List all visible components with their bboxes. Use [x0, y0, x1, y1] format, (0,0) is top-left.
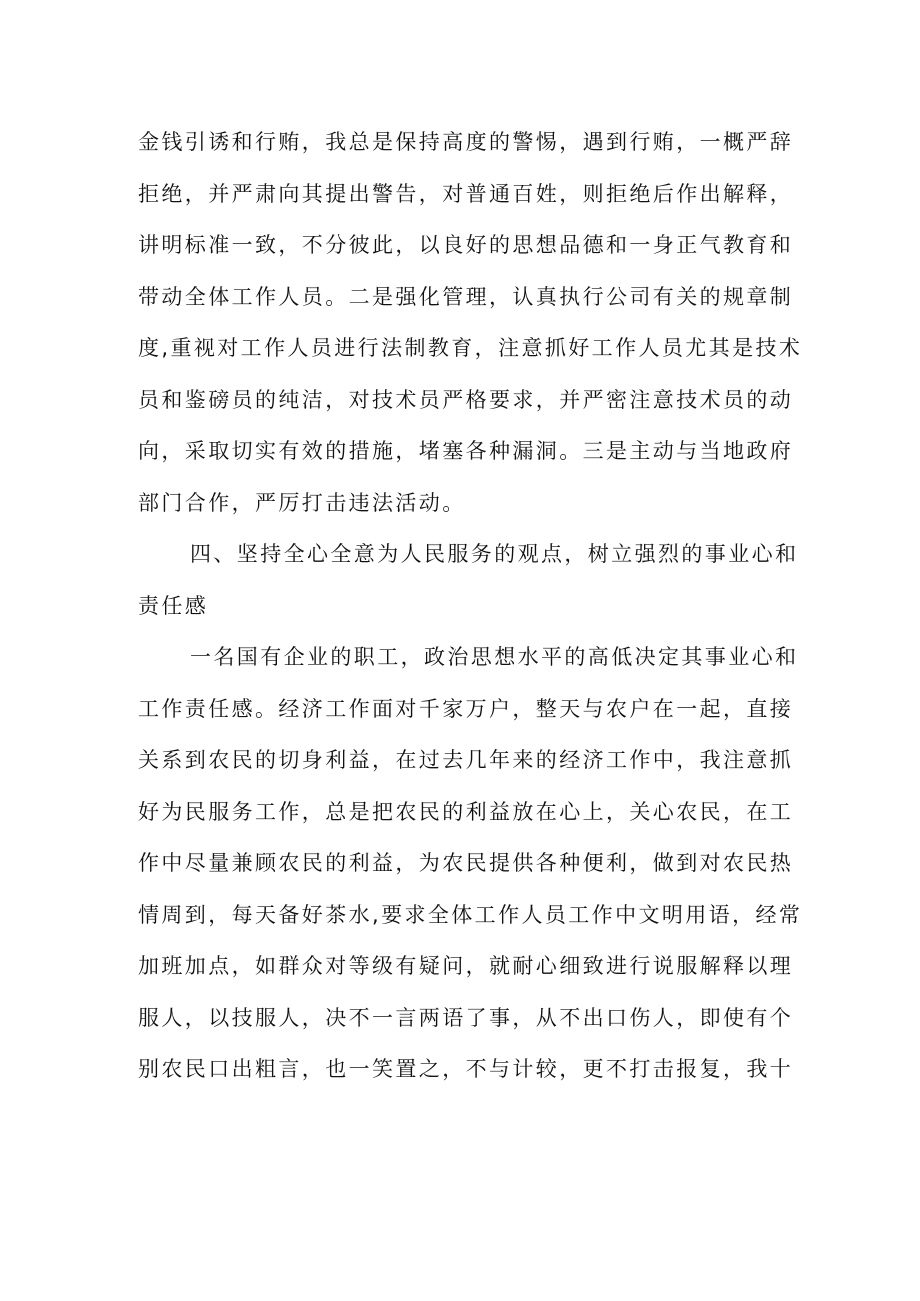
text-line: 好为民服务工作，总是把农民的利益放在心上，关心农民，在工: [138, 799, 794, 824]
paragraph-start: 一名国有企业的职工，政治思想水平的高低决定其事业心和: [190, 645, 799, 669]
section-heading-continuation: 责任感: [138, 593, 209, 618]
text-line: 加班加点，如群众对等级有疑问，就耐心细致进行说服解释以理: [138, 954, 794, 978]
text-line: 工作责任感。经济工作面对千家万户，整天与农户在一起，直接: [138, 696, 794, 721]
text-line: 拒绝，并严肃向其提出警告，对普通百姓，则拒绝后作出解释，: [138, 181, 794, 206]
text-line: 情周到，每天备好茶水,要求全体工作人员工作中文明用语，经常: [138, 902, 803, 927]
text-line: 度,重视对工作人员进行法制教育，注意抓好工作人员尤其是技术: [138, 336, 803, 360]
text-line: 作中尽量兼顾农民的利益，为农民提供各种便利，做到对农民热: [138, 851, 794, 875]
text-line: 带动全体工作人员。二是强化管理，认真执行公司有关的规章制: [138, 284, 794, 309]
text-line: 别农民口出粗言，也一笑置之，不与计较，更不打击报复，我十: [138, 1057, 794, 1081]
section-heading: 四、坚持全心全意为人民服务的观点，树立强烈的事业心和: [190, 542, 799, 566]
text-line: 金钱引诱和行贿，我总是保持高度的警惕，遇到行贿，一概严辞: [138, 130, 794, 154]
text-line: 部门合作，严厉打击违法活动。: [138, 490, 466, 515]
body-text: [138, 117, 803, 1096]
text-line: 讲明标准一致，不分彼此，以良好的思想品德和一身正气教育和: [138, 233, 794, 257]
text-line: 向，采取切实有效的措施，堵塞各种漏洞。三是主动与当地政府: [138, 439, 794, 463]
text-line: 服人，以技服人，决不一言两语了事，从不出口伤人，即使有个: [138, 1005, 794, 1030]
text-line: 关系到农民的切身利益，在过去几年来的经济工作中，我注意抓: [138, 748, 794, 772]
text-line: 员和鉴磅员的纯洁，对技术员严格要求，并严密注意技术员的动: [138, 387, 794, 412]
